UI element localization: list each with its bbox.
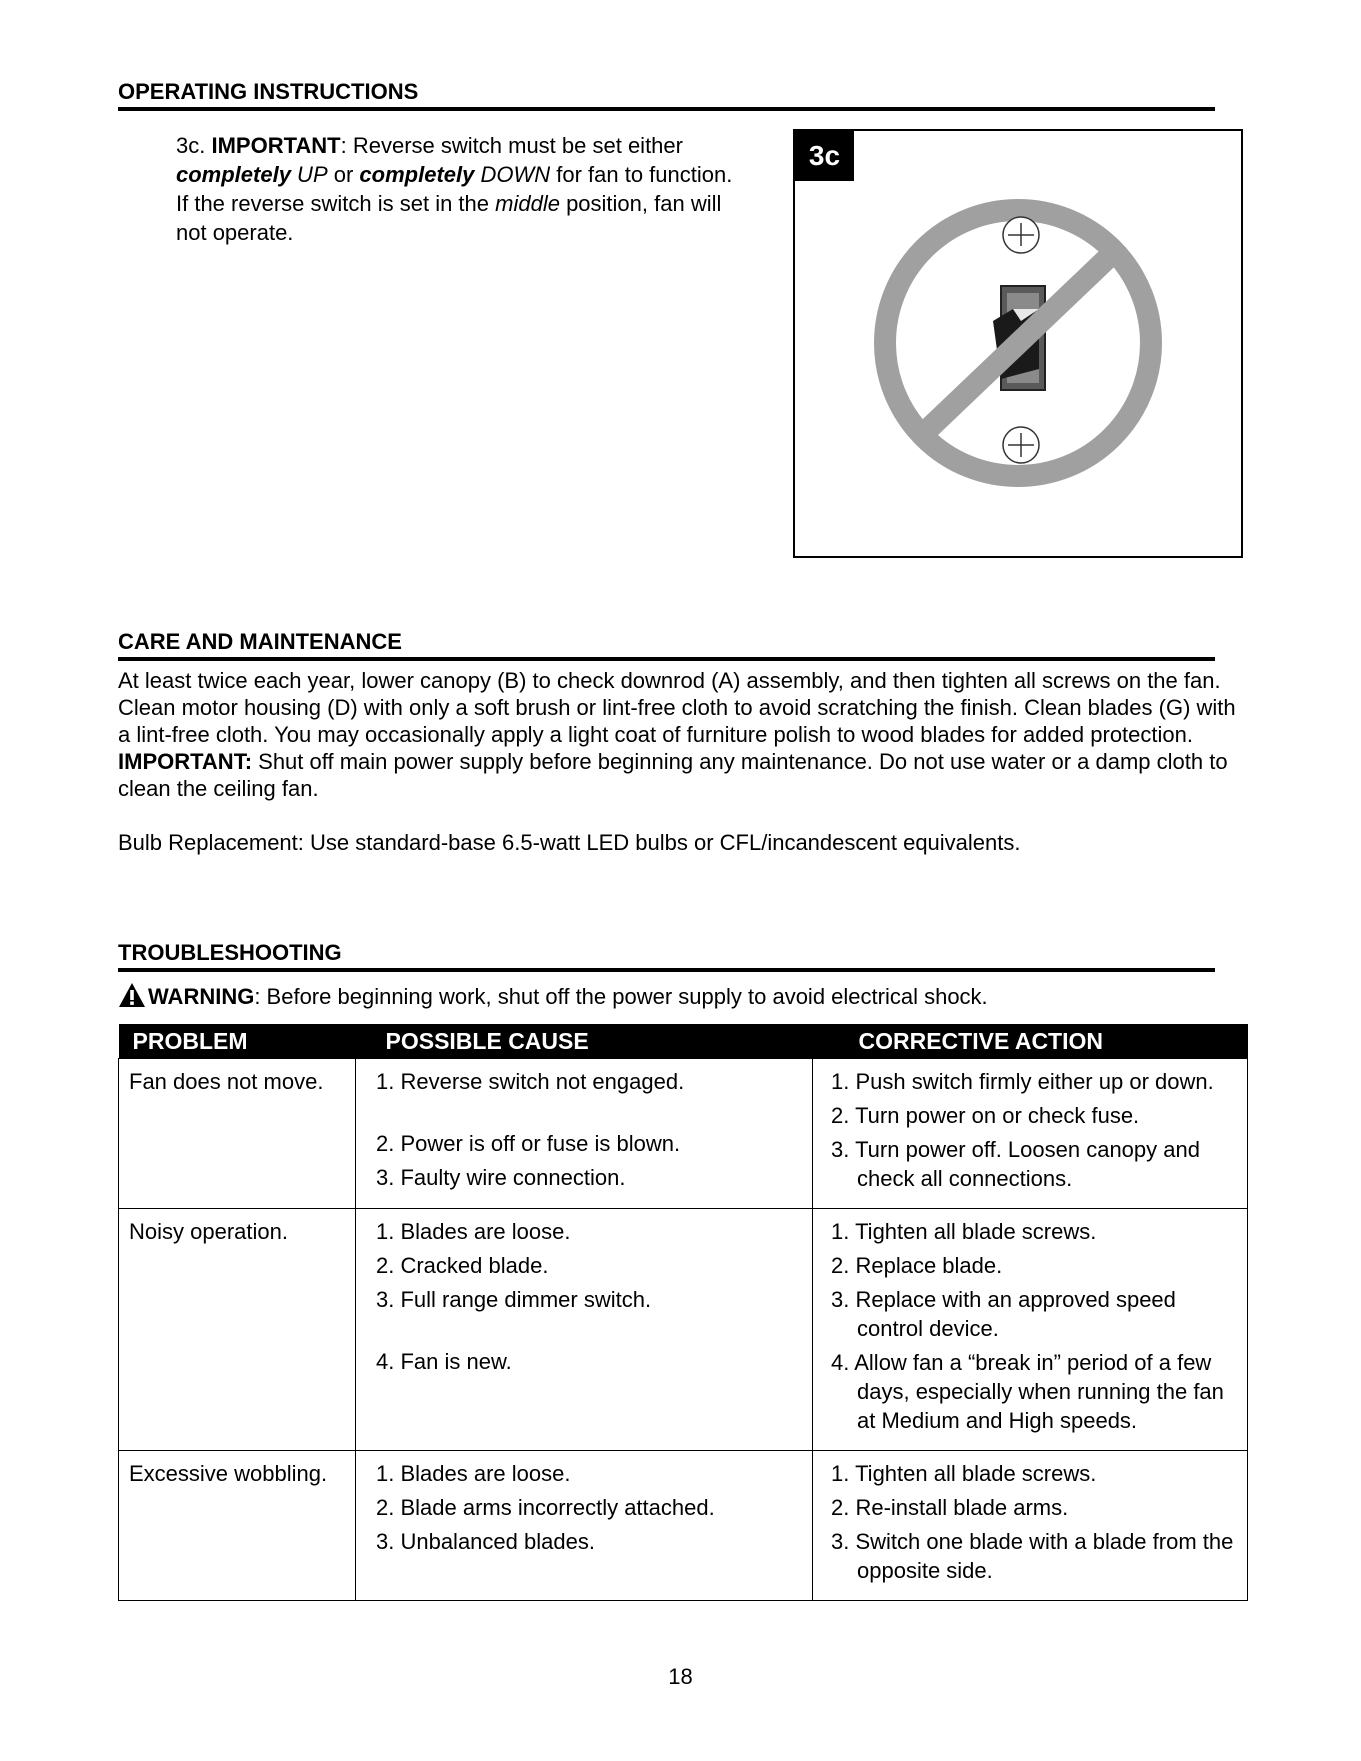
list-item: 1. Blades are loose. — [376, 1461, 571, 1486]
prohibition-slash — [921, 251, 1115, 436]
list-item: 2. Re-install blade arms. — [831, 1495, 1069, 1520]
list-item: 1. Reverse switch not engaged. — [376, 1069, 685, 1094]
emphasis-down: DOWN — [474, 162, 551, 187]
list-item: 2. Turn power on or check fuse. — [831, 1103, 1140, 1128]
important-label: IMPORTANT: — [118, 749, 253, 774]
care-important — [118, 748, 1248, 802]
operating-instructions-header — [118, 79, 1215, 111]
emphasis-up: UP — [290, 162, 328, 187]
list-item: 2. Power is off or fuse is blown. — [376, 1131, 681, 1156]
cause-cell — [356, 1451, 813, 1601]
list-item: 2. Cracked blade. — [376, 1253, 549, 1278]
list-item: 3. Replace with an approved speed control device. — [831, 1287, 1176, 1341]
problem-cell: Fan does not move. — [119, 1059, 356, 1209]
list-item: 4. Allow fan a “break in” period of a few days, especially when running the fan at Medium and High speeds. — [831, 1350, 1224, 1433]
list-item: 1. Tighten all blade screws. — [831, 1219, 1097, 1244]
list-item: 3. Unbalanced blades. — [376, 1529, 595, 1554]
header-corrective-action: CORRECTIVE ACTION — [813, 1024, 1248, 1059]
section-rule — [118, 657, 1215, 661]
section-title: TROUBLESHOOTING — [118, 940, 342, 965]
intro-text-1: : Reverse switch must be set either — [340, 133, 683, 158]
emphasis-middle: middle — [495, 191, 560, 216]
important-label: IMPORTANT — [211, 133, 341, 158]
page-number: 18 — [668, 1664, 693, 1689]
table-header-row — [119, 1024, 1248, 1059]
bulb-replacement: Bulb Replacement: Use standard-base 6.5-watt LED bulbs or CFL/incandescent equivalents. — [118, 830, 1021, 855]
cause-cell — [356, 1209, 813, 1451]
direction-arrow-down-icon — [1003, 427, 1039, 463]
section-title: OPERATING INSTRUCTIONS — [118, 79, 419, 104]
list-item: 3. Faulty wire connection. — [376, 1165, 626, 1190]
warning-line — [118, 982, 988, 1012]
emphasis-completely-2: completely — [359, 162, 475, 187]
list-item: 3. Turn power off. Loosen canopy and check all connections. — [831, 1137, 1200, 1191]
step-3c-text — [176, 131, 736, 247]
reverse-switch-prohibited-illustration — [795, 131, 1241, 556]
list-item: 2. Blade arms incorrectly attached. — [376, 1495, 715, 1520]
problem-cell: Excessive wobbling. — [119, 1451, 356, 1601]
care-maintenance-header — [118, 629, 1215, 661]
intro-text-2: for fan to function. If the reverse switch is set in the — [176, 162, 733, 216]
table-row — [119, 1209, 1248, 1451]
care-text — [118, 667, 1248, 856]
list-item: 1. Tighten all blade screws. — [831, 1461, 1097, 1486]
troubleshooting-table — [118, 1024, 1248, 1601]
cause-cell — [356, 1059, 813, 1209]
section-title: CARE AND MAINTENANCE — [118, 629, 402, 654]
list-item: 1. Push switch firmly either up or down. — [831, 1069, 1214, 1094]
direction-arrow-up-icon — [1003, 217, 1039, 253]
intro-text-3: position, fan will not operate. — [176, 191, 722, 245]
action-cell — [813, 1059, 1248, 1209]
header-possible-cause: POSSIBLE CAUSE — [356, 1024, 813, 1059]
header-problem: PROBLEM — [119, 1024, 356, 1059]
section-rule — [118, 968, 1215, 972]
troubleshooting-header — [118, 940, 1215, 972]
figure-3c — [793, 129, 1243, 558]
list-item: 2. Replace blade. — [831, 1253, 1003, 1278]
emphasis-completely-1: completely — [176, 162, 291, 187]
action-cell — [813, 1209, 1248, 1451]
warning-label: WARNING — [148, 984, 255, 1009]
step-number: 3c. — [176, 133, 206, 158]
warning-text: : Before beginning work, shut off the power supply to avoid electrical shock. — [254, 984, 988, 1009]
figure-label: 3c — [795, 131, 854, 181]
important-text: Shut off main power supply before beginning any maintenance. Do not use water or a damp cloth to clean the ceiling fan. — [118, 749, 1228, 801]
table-row — [119, 1059, 1248, 1209]
list-item: 4. Fan is new. — [376, 1349, 512, 1374]
care-paragraph: At least twice each year, lower canopy (B) to check downrod (A) assembly, and then tighten all screws on the fan. Clean motor housing (D) with only a soft brush or lint-free cloth to avoid scratching the finish. Clean blades (G) with a lint-free cloth. You may occasionally apply a light coat of furniture polish to wood blades for added protection. — [118, 668, 1236, 747]
table-row — [119, 1451, 1248, 1601]
list-item: 3. Full range dimmer switch. — [376, 1287, 652, 1312]
warning-triangle-icon — [118, 982, 146, 1008]
section-rule — [118, 107, 1215, 111]
list-item: 3. Switch one blade with a blade from the opposite side. — [831, 1529, 1234, 1583]
problem-cell: Noisy operation. — [119, 1209, 356, 1451]
action-cell — [813, 1451, 1248, 1601]
list-item: 1. Blades are loose. — [376, 1219, 571, 1244]
intro-or: or — [327, 162, 360, 187]
